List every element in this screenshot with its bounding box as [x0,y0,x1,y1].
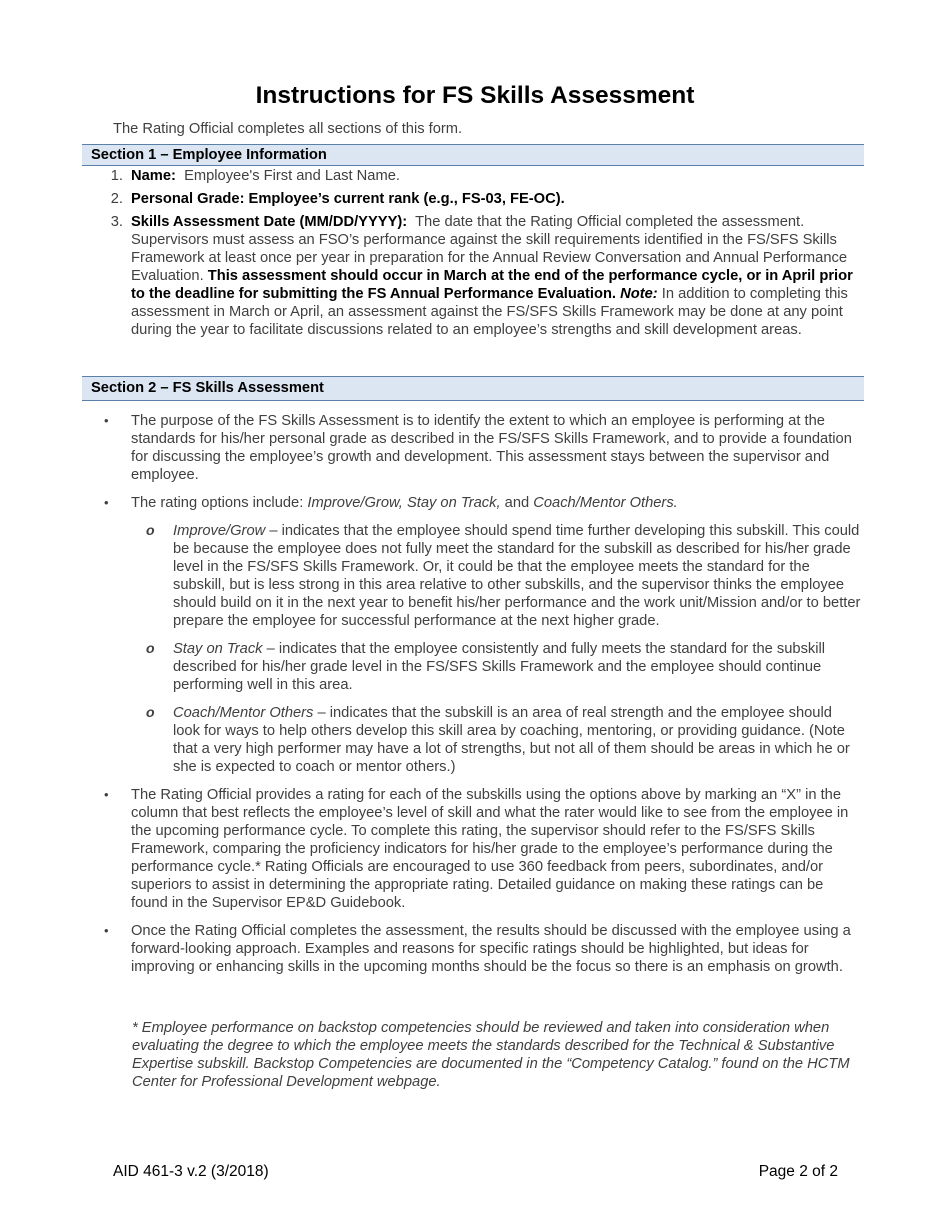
intro-text: The Rating Official completes all sections of this form. [113,121,463,137]
list-item-personal-grade [110,190,861,208]
rating-text: The Rating Official provides a rating for each of the subskills using the options above by marking an “X” in the column that best reflects the employee’s level of skill and what the rater would like to see from the employee in the upcoming performance cycle. To complete this rating, the supervisor should refer to the FS/SFS Skills Framework, comparing the proficiency indicators for his/her grade to the employee’s performance during the performance cycle.* Rating Officials are encouraged to use 360 feedback from peers, subordinates, and/or superiors to assist in determining the appropriate rating. Detailed guidance on making these ratings can be found in the Supervisor EP&D Guidebook. [131,787,849,911]
list-item-assessment-date [110,213,861,339]
options-intro: The rating options include: [131,495,304,511]
option-desc: – indicates that the employee should spend time further developing this subskill. This could be because the employee does not fully meet the standard for the subskill as described for his/her grade level in the FS/SFS Skills Framework. Or, it could be that the employee meets the standard for the subskill, but is less strong in this area relative to other subskills, and the supervisor thinks the employee should build on it in the next year to benefit his/her performance and the work unit/Mission and/or to better prepare the employee for successful performance at the next higher grade. [173,523,861,629]
item-label: Skills Assessment Date (MM/DD/YYYY): [131,214,408,230]
item-label: Name: [131,168,176,184]
item-text: Employee's First and Last Name. [184,168,400,184]
section-1-heading: Section 1 – Employee Information [82,144,864,166]
option-improve-grow [146,522,861,630]
option-coach-mentor [146,704,861,776]
bullet-purpose [104,412,861,484]
section-2-heading: Section 2 – FS Skills Assessment [82,376,864,401]
bullet-rating [104,786,861,912]
bullet-icon: • [104,495,109,510]
bullet-discuss [104,922,861,976]
option-name: Improve/Grow [173,523,266,539]
option-name: Stay on Track [173,641,263,657]
page-title: Instructions for FS Skills Assessment [255,82,695,109]
item-text: The date that the Rating Official completed the assessment. Supervisors must assess an FSO’s performance against the skill requirements identified in the FS/SFS Skills Framework at least once per year in preparation for the Annual Review Conversation and Annual Performance Evaluation. [131,214,847,284]
item-tail-text: In addition to completing this assessment in March or April, an assessment against the FS/SFS Skills Framework may be done at any point during the year to facilitate discussions related to an employee’s strengths and skill development areas. [131,286,848,338]
item-label: Personal Grade: Employee’s current rank (e.g., FS-03, FE-OC). [131,191,565,207]
note-label: Note: [620,286,658,302]
option-desc: – indicates that the subskill is an area of real strength and the employee should look for ways to help others develop this skill area by coaching, mentoring, or providing guidance. (Note that a very high performer may have a lot of strengths, but not all of them should be areas in which he or she is expected to coach or mentor others.) [173,705,850,775]
bullet-icon: • [104,413,109,428]
sub-bullet-icon: o [146,640,155,656]
options-list: Improve/Grow, Stay on Track, [307,495,501,511]
sub-bullet-icon: o [146,704,155,720]
rating-options-list [131,522,861,776]
section-2-list [104,412,861,986]
item-number: 1. [110,168,123,184]
bullet-rating-options [104,494,861,776]
item-bold-text: This assessment should occur in March at the end of the performance cycle, or in April prior to the deadline for submitting the FS Annual Performance Evaluation. [131,268,853,302]
page-number: Page 2 of 2 [758,1163,838,1180]
bullet-icon: • [104,923,109,938]
purpose-text: The purpose of the FS Skills Assessment is to identify the extent to which an employee is performing at the standards for his/her personal grade as described in the FS/SFS Skills Framework, and to provide a foundation for discussing the employee’s growth and development. This assessment stays between the supervisor and employee. [131,413,852,483]
section-1-list [110,167,861,344]
options-and: and [504,495,530,511]
options-last: Coach/Mentor Others. [533,495,678,511]
list-item-name [110,167,861,185]
sub-bullet-icon: o [146,522,155,538]
bullet-icon: • [104,787,109,802]
option-name: Coach/Mentor Others [173,705,314,721]
item-number: 3. [110,214,123,230]
option-desc: – indicates that the employee consistently and fully meets the standard for the subskill described for his/her grade level in the FS/SFS Skills Framework and the employee should continue performing well in this area. [173,641,826,693]
footnote: * Employee performance on backstop competencies should be reviewed and taken into consideration when evaluating the degree to which the employee meets the standards described for the Technical & Substantive Expertise subskill. Backstop Competencies are documented in the “Competency Catalog.” found on the HCTM Center for Professional Development webpage. [132,1020,850,1090]
discuss-text: Once the Rating Official completes the assessment, the results should be discussed with the employee using a forward-looking approach. Examples and reasons for specific ratings should be highlighted, but ideas for improving or enhancing skills in the upcoming months should be the focus so there is an emphasis on growth. [131,923,851,975]
item-number: 2. [110,191,123,207]
form-number: AID 461-3 v.2 (3/2018) [113,1163,269,1180]
option-stay-on-track [146,640,861,694]
